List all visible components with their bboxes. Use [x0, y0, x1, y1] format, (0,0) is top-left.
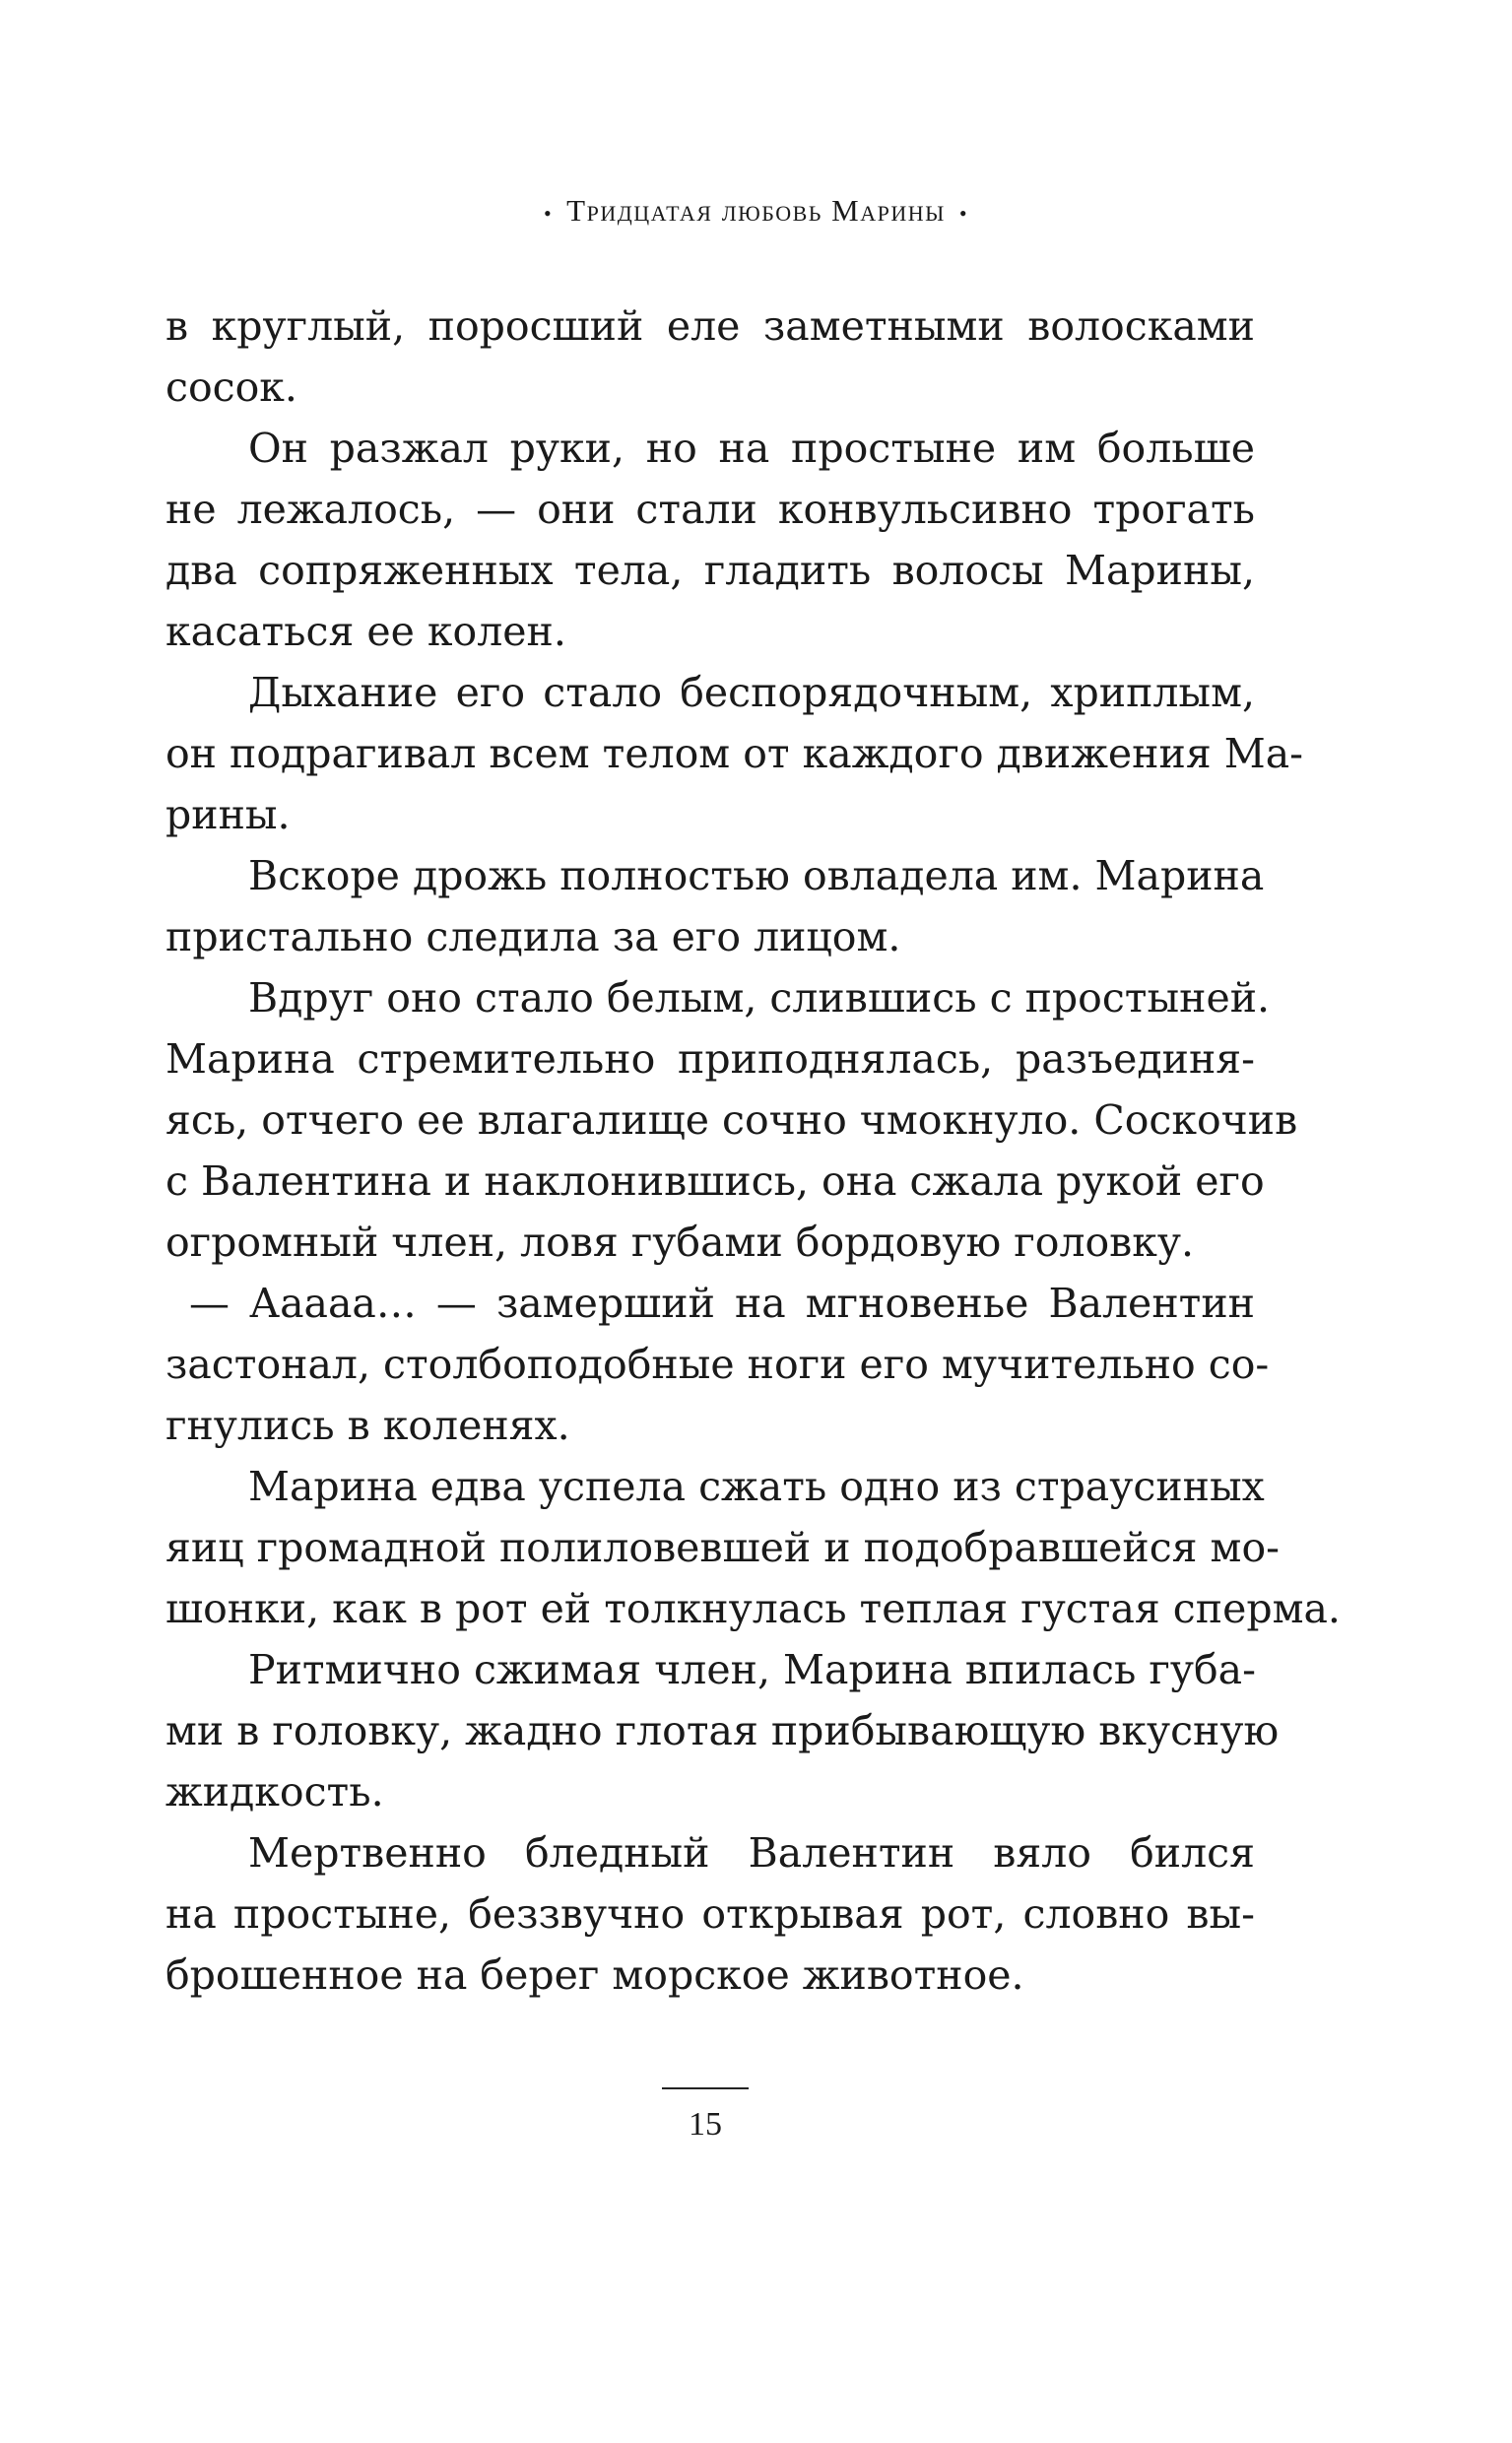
- text-line: гнулись в коленях.: [165, 1402, 570, 1449]
- text-line: Марина едва успела сжать одно из страусиных: [248, 1463, 1265, 1510]
- text-line: брошенное на берег морское животное.: [165, 1951, 1024, 1999]
- text-line: Он разжал руки, но на простыне им больше: [248, 425, 1255, 472]
- text-line: шонки, как в рот ей толкнулась теплая густая сперма.: [165, 1585, 1341, 1632]
- text-line: рины.: [165, 791, 291, 838]
- text-line: застонал, столбоподобные ноги его мучительно со-: [165, 1341, 1270, 1388]
- text-line: Мертвенно бледный Валентин вяло бился: [248, 1829, 1255, 1877]
- text-line: — Ааааа… — замерший на мгновенье Валентин: [189, 1280, 1255, 1327]
- text-line: Марина стремительно приподнялась, разъединя-: [165, 1035, 1255, 1083]
- text-line: ясь, отчего ее влагалище сочно чмокнуло. Соскочив: [165, 1096, 1298, 1144]
- text-line: Вдруг оно стало белым, слившись с простыней.: [248, 974, 1271, 1022]
- text-line: Вскоре дрожь полностью овладела им. Марина: [248, 852, 1265, 899]
- text-line: на простыне, беззвучно открывая рот, словно вы-: [165, 1890, 1255, 1938]
- text-line: касаться ее колен.: [165, 608, 566, 655]
- text-line: Ритмично сжимая член, Марина впилась губа-: [248, 1646, 1256, 1693]
- bullet-left: •: [543, 200, 554, 226]
- text-line: он подрагивал всем телом от каждого движения Ма-: [165, 730, 1304, 777]
- text-line: яиц громадной полиловевшей и подобравшейся мо-: [165, 1524, 1280, 1571]
- text-line: сосок.: [165, 363, 297, 411]
- text-line: два сопряженных тела, гладить волосы Марины,: [165, 547, 1255, 594]
- body-text: [165, 296, 1341, 2006]
- running-header: [0, 193, 1512, 229]
- text-line: Дыхание его стало беспорядочным, хриплым,: [248, 669, 1255, 716]
- text-line: огромный член, ловя губами бордовую головку.: [165, 1219, 1195, 1266]
- page-number: 15: [689, 2106, 722, 2143]
- bullet-right: •: [958, 200, 969, 226]
- text-line: не лежалось, — они стали конвульсивно трогать: [165, 486, 1255, 533]
- footer-rule: [662, 2087, 749, 2089]
- text-line: жидкость.: [165, 1768, 384, 1816]
- text-line: ми в головку, жадно глотая прибывающую вкусную: [165, 1707, 1280, 1754]
- text-line: в круглый, поросший еле заметными волосками: [165, 302, 1255, 350]
- book-title: Тридцатая любовь Марины: [566, 193, 946, 228]
- text-line: с Валентина и наклонившись, она сжала рукой его: [165, 1157, 1265, 1205]
- text-line: пристально следила за его лицом.: [165, 913, 901, 960]
